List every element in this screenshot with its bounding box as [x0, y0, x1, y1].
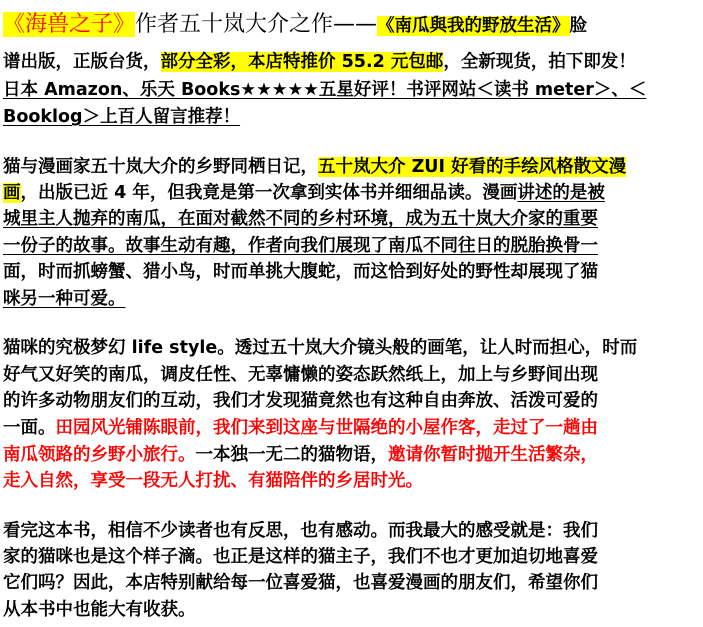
para2-line-1: 猫咪的究极梦幻 life style。透过五十岚大介镜头般的画笔，让人时而担心，时而 [3, 338, 638, 358]
price-highlight: 部分全彩，本店特推价 55.2 元包邮 [160, 52, 444, 72]
para2-line-2: 好气又好笑的南瓜，调皮任性、无辜慵懒的姿态跃然纸上，加上与乡野间出现 [3, 365, 598, 385]
title-highlight: 《海兽之子》 [3, 12, 136, 37]
para3-line-4: 从本书中也能大有收获。 [3, 600, 196, 620]
para1-line-3: 城里主人抛弃的南瓜，在面对截然不同的乡村环境，成为五十岚大介家的重要 [3, 209, 598, 229]
para-text-underlined: 讲述的是被 [517, 183, 605, 203]
para3-line-2: 家的猫咪也是这个样子滴。也正是这样的猫主子，我们不也才更加迫切地喜爱 [3, 547, 598, 567]
para3-line-1: 看完这本书，相信不少读者也有反思，也有感动。而我最大的感受就是：我们 [3, 521, 598, 541]
para2-line-6: 走入自然，享受一段无人打扰、有猫陪伴的乡居时光。 [3, 471, 423, 491]
book-title-highlight: 《南瓜與我的野放生活》 [377, 16, 570, 36]
para1-highlight: 五十岚大介 ZUI 好看的手绘风格散文漫 [318, 157, 627, 177]
headline-line [3, 8, 587, 42]
para-text: 一本独一无二的猫物语， [195, 445, 388, 465]
promo-line-4: Booklog＞上百人留言推荐！ [3, 107, 241, 127]
promo-line-3: 日本 Amazon、乐天 Books★★★★★五星好评！书评网站＜读书 meter＞、＜ [3, 80, 647, 100]
promo-text: 谱出版，正版台货， [3, 52, 161, 72]
dash-text: —— [333, 12, 378, 37]
para3-line-3: 它们吗？因此，本店特别献给每一位喜爱猫，也喜爱漫画的朋友们，希望你们 [3, 573, 598, 593]
promo-line-2 [3, 47, 636, 77]
para1-line-5: 面，时而抓螃蟹、猎小鸟，时而单挑大腹蛇，而这恰到好处的野性却展现了猫 [3, 262, 598, 282]
para2-line-3: 的许多动物朋友们的互动，我们才发现猫竟然也有这种自由奔放、活泼可爱的 [3, 391, 598, 411]
para-text: ，出版已近 4 年，但我竟是第一次拿到实体书并细细品读。漫画 [20, 183, 518, 203]
headline-tail: 脸 [569, 16, 588, 36]
para1-line-6: 咪另一种可爱。 [3, 289, 126, 309]
para-text: 猫与漫画家五十岚大介的乡野同栖日记， [3, 157, 318, 177]
para2-red-text: 邀请你暂时抛开生活繁杂， [388, 445, 598, 465]
para2-red-text: 田园风光铺陈眼前，我们来到这座与世隔绝的小屋作客，走过了一趟由 [55, 418, 598, 438]
para1-highlight-2: 画 [3, 183, 21, 203]
promo-text: ，全新现货，拍下即发！ [443, 52, 636, 72]
para2-line-4 [3, 413, 598, 443]
para2-red-text: 南瓜领路的乡野小旅行。 [3, 445, 196, 465]
para1-line-4: 一份子的故事。故事生动有趣，作者向我们展现了南瓜不同往日的脱胎换骨一 [3, 236, 598, 256]
para-text: 一面。 [3, 418, 56, 438]
author-text: 作者五十岚大介之作 [135, 12, 334, 37]
